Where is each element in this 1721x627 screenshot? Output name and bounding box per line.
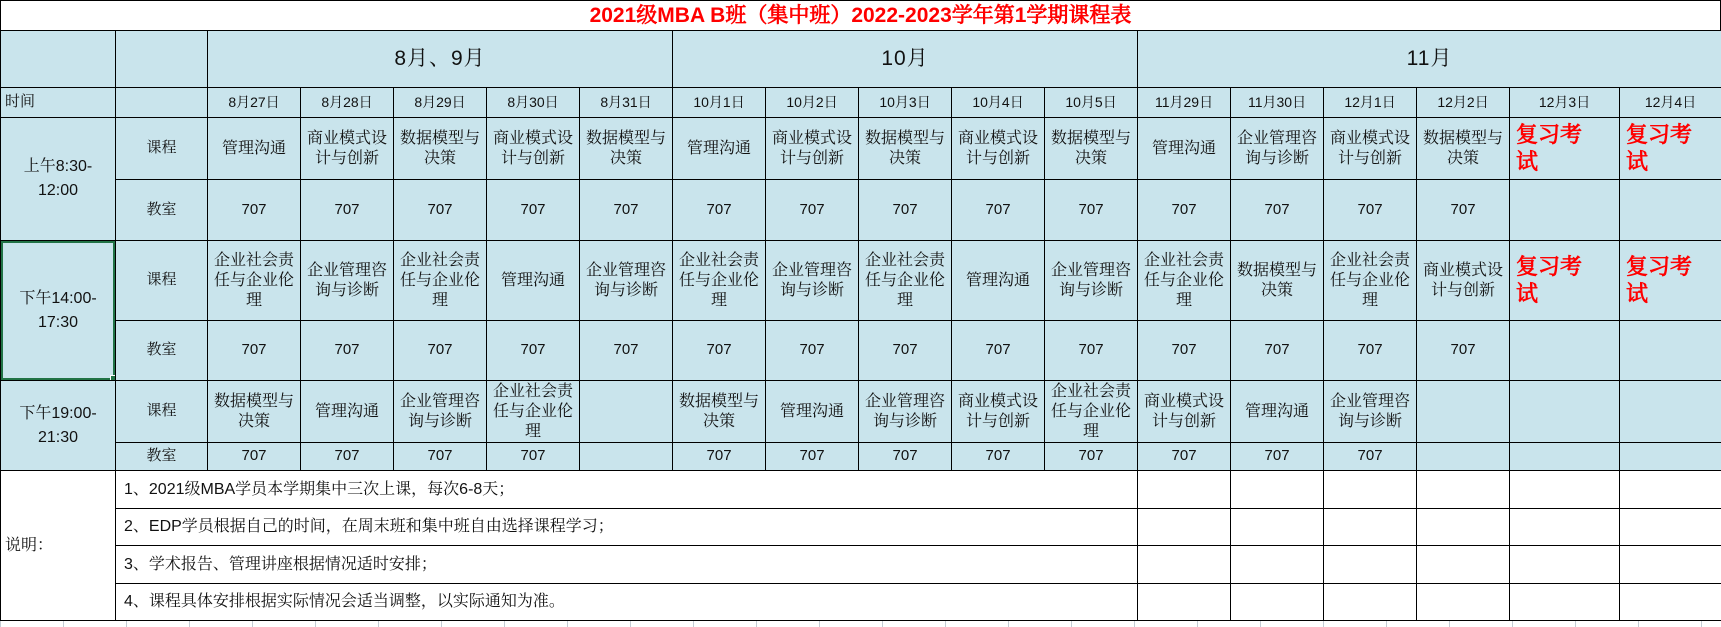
course-cell[interactable]: [1620, 381, 1721, 443]
date-cell[interactable]: 8月31日: [580, 88, 673, 118]
date-cell[interactable]: 10月3日: [859, 88, 952, 118]
notes-label[interactable]: 说明：: [1, 471, 116, 621]
room-cell[interactable]: [1510, 321, 1620, 381]
course-cell[interactable]: 数据模型与决策: [859, 118, 952, 180]
evening-course-row: [1, 381, 1721, 443]
course-cell[interactable]: 商业模式设计与创新: [301, 118, 394, 180]
room-cell[interactable]: 707: [394, 180, 487, 241]
row-label-room[interactable]: 教室: [116, 180, 208, 241]
room-cell[interactable]: [1620, 180, 1721, 241]
empty-cell[interactable]: [1324, 584, 1417, 621]
course-cell[interactable]: 数据模型与决策: [673, 381, 766, 443]
course-cell[interactable]: 数据模型与决策: [1417, 118, 1510, 180]
empty-cell[interactable]: [1620, 584, 1721, 621]
room-cell[interactable]: [1510, 180, 1620, 241]
afternoon-course-row: [1, 241, 1721, 321]
room-cell[interactable]: 707: [766, 180, 859, 241]
exam-cell[interactable]: 复习考试: [1510, 118, 1620, 180]
empty-cell[interactable]: [116, 88, 208, 118]
room-cell[interactable]: 707: [487, 443, 580, 471]
empty-cell[interactable]: [1138, 471, 1231, 509]
afternoon-room-row: [1, 321, 1721, 381]
room-cell[interactable]: 707: [487, 180, 580, 241]
course-cell[interactable]: 企业管理咨询与诊断: [394, 381, 487, 443]
note-row: [1, 471, 1721, 509]
course-cell[interactable]: 商业模式设计与创新: [952, 381, 1045, 443]
course-cell[interactable]: 管理沟通: [487, 241, 580, 321]
course-cell[interactable]: 企业社会责任与企业伦理: [1045, 381, 1138, 443]
room-cell[interactable]: 707: [580, 180, 673, 241]
course-cell[interactable]: 企业社会责任与企业伦理: [487, 381, 580, 443]
empty-cell[interactable]: [1417, 509, 1510, 546]
date-cell[interactable]: 10月4日: [952, 88, 1045, 118]
date-cell[interactable]: 11月29日: [1138, 88, 1231, 118]
room-cell[interactable]: 707: [1138, 180, 1231, 241]
room-cell[interactable]: [1510, 443, 1620, 471]
course-cell[interactable]: 企业社会责任与企业伦理: [208, 241, 301, 321]
course-cell[interactable]: 企业社会责任与企业伦理: [1138, 241, 1231, 321]
empty-cell[interactable]: [1231, 509, 1324, 546]
course-cell[interactable]: [1510, 381, 1620, 443]
room-cell[interactable]: 707: [766, 321, 859, 381]
room-cell[interactable]: 707: [1138, 321, 1231, 381]
empty-cell[interactable]: [1417, 546, 1510, 584]
exam-cell[interactable]: 复习考试: [1620, 241, 1721, 321]
time-slot-evening[interactable]: 下午19:00-21:30: [1, 381, 116, 471]
month-header-row: [1, 31, 1721, 88]
note-text[interactable]: 4、课程具体安排根据实际情况会适当调整，以实际通知为准。: [116, 584, 1138, 621]
exam-cell[interactable]: 复习考试: [1510, 241, 1620, 321]
room-cell[interactable]: 707: [580, 321, 673, 381]
empty-cell[interactable]: [1231, 584, 1324, 621]
note-row: [1, 546, 1721, 584]
note-text[interactable]: 2、EDP学员根据自己的时间，在周末班和集中班自由选择课程学习；: [116, 509, 1138, 546]
course-cell[interactable]: 企业社会责任与企业伦理: [859, 241, 952, 321]
row-label-room[interactable]: 教室: [116, 443, 208, 471]
note-text[interactable]: 3、学术报告、管理讲座根据情况适时安排；: [116, 546, 1138, 584]
room-cell[interactable]: 707: [1324, 443, 1417, 471]
room-cell[interactable]: 707: [1045, 180, 1138, 241]
course-cell[interactable]: 企业管理咨询与诊断: [301, 241, 394, 321]
course-cell[interactable]: 数据模型与决策: [580, 118, 673, 180]
empty-cell[interactable]: [1417, 471, 1510, 509]
empty-cell[interactable]: [1620, 471, 1721, 509]
empty-cell[interactable]: [1324, 471, 1417, 509]
room-cell[interactable]: 707: [673, 180, 766, 241]
course-cell[interactable]: 企业管理咨询与诊断: [859, 381, 952, 443]
course-cell[interactable]: 管理沟通: [766, 381, 859, 443]
course-cell[interactable]: 企业社会责任与企业伦理: [394, 241, 487, 321]
course-cell[interactable]: 数据模型与决策: [1045, 118, 1138, 180]
room-cell[interactable]: 707: [1417, 321, 1510, 381]
room-cell[interactable]: [1417, 443, 1510, 471]
course-cell[interactable]: 企业社会责任与企业伦理: [1324, 241, 1417, 321]
empty-cell[interactable]: [1510, 546, 1620, 584]
date-cell[interactable]: 10月5日: [1045, 88, 1138, 118]
sheet-title: 2021级MBA B班（集中班）2022-2023学年第1学期课程表: [0, 0, 1721, 30]
date-cell[interactable]: 8月30日: [487, 88, 580, 118]
room-cell[interactable]: 707: [208, 180, 301, 241]
course-cell[interactable]: 管理沟通: [1138, 118, 1231, 180]
course-cell[interactable]: 数据模型与决策: [394, 118, 487, 180]
date-cell[interactable]: 12月1日: [1324, 88, 1417, 118]
date-cell[interactable]: 12月2日: [1417, 88, 1510, 118]
empty-cell[interactable]: [1620, 546, 1721, 584]
evening-room-row: [1, 443, 1721, 471]
date-cell[interactable]: 11月30日: [1231, 88, 1324, 118]
room-cell[interactable]: 707: [301, 443, 394, 471]
date-cell[interactable]: 12月4日: [1620, 88, 1721, 118]
room-cell[interactable]: 707: [1231, 443, 1324, 471]
room-cell[interactable]: 707: [1324, 321, 1417, 381]
course-cell[interactable]: 数据模型与决策: [208, 381, 301, 443]
schedule-table: [0, 30, 1721, 621]
time-slot-afternoon-selected[interactable]: 下午14:00-17:30: [1, 241, 116, 381]
empty-cell[interactable]: [1138, 584, 1231, 621]
room-cell[interactable]: 707: [859, 321, 952, 381]
note-row: [1, 509, 1721, 546]
room-cell[interactable]: 707: [208, 321, 301, 381]
course-cell[interactable]: 管理沟通: [208, 118, 301, 180]
room-cell[interactable]: [580, 443, 673, 471]
course-cell[interactable]: 管理沟通: [952, 241, 1045, 321]
empty-cell[interactable]: [1324, 509, 1417, 546]
room-cell[interactable]: 707: [301, 321, 394, 381]
course-cell[interactable]: 商业模式设计与创新: [1324, 118, 1417, 180]
course-cell[interactable]: 管理沟通: [673, 118, 766, 180]
course-cell[interactable]: 商业模式设计与创新: [1138, 381, 1231, 443]
room-cell[interactable]: 707: [301, 180, 394, 241]
corner-cell[interactable]: [1, 31, 116, 88]
room-cell[interactable]: 707: [1231, 321, 1324, 381]
course-cell[interactable]: 企业管理咨询与诊断: [766, 241, 859, 321]
room-cell[interactable]: 707: [1045, 321, 1138, 381]
note-row: [1, 584, 1721, 621]
course-cell[interactable]: 企业管理咨询与诊断: [580, 241, 673, 321]
room-cell[interactable]: 707: [1138, 443, 1231, 471]
room-cell[interactable]: [1620, 321, 1721, 381]
room-cell[interactable]: 707: [394, 443, 487, 471]
course-cell[interactable]: 企业管理咨询与诊断: [1045, 241, 1138, 321]
room-cell[interactable]: 707: [208, 443, 301, 471]
room-cell[interactable]: 707: [859, 180, 952, 241]
course-cell[interactable]: 商业模式设计与创新: [952, 118, 1045, 180]
month-group-nov[interactable]: 11月: [1138, 31, 1721, 88]
course-cell[interactable]: [1417, 381, 1510, 443]
date-cell[interactable]: 8月27日: [208, 88, 301, 118]
room-cell[interactable]: 707: [673, 443, 766, 471]
room-cell[interactable]: [1620, 443, 1721, 471]
row-label-course[interactable]: 课程: [116, 241, 208, 321]
exam-cell[interactable]: 复习考试: [1620, 118, 1721, 180]
empty-cell[interactable]: [1138, 546, 1231, 584]
date-cell[interactable]: 8月29日: [394, 88, 487, 118]
room-cell[interactable]: 707: [487, 321, 580, 381]
room-cell[interactable]: 707: [952, 443, 1045, 471]
course-cell[interactable]: 商业模式设计与创新: [766, 118, 859, 180]
room-cell[interactable]: 707: [952, 321, 1045, 381]
empty-cell[interactable]: [1510, 509, 1620, 546]
note-text[interactable]: 1、2021级MBA学员本学期集中三次上课，每次6-8天；: [116, 471, 1138, 509]
row-label-course[interactable]: 课程: [116, 381, 208, 443]
date-cell[interactable]: 8月28日: [301, 88, 394, 118]
room-cell[interactable]: 707: [1231, 180, 1324, 241]
course-cell[interactable]: 企业管理咨询与诊断: [1231, 118, 1324, 180]
time-header-cell[interactable]: 时间: [1, 88, 116, 118]
course-cell[interactable]: 管理沟通: [301, 381, 394, 443]
course-cell[interactable]: 企业管理咨询与诊断: [1324, 381, 1417, 443]
room-cell[interactable]: 707: [952, 180, 1045, 241]
empty-cell[interactable]: [1510, 584, 1620, 621]
room-cell[interactable]: 707: [673, 321, 766, 381]
room-cell[interactable]: 707: [1417, 180, 1510, 241]
room-cell[interactable]: 707: [1324, 180, 1417, 241]
course-cell[interactable]: 商业模式设计与创新: [1417, 241, 1510, 321]
empty-cell[interactable]: [1620, 509, 1721, 546]
spreadsheet-gridlines: [0, 621, 1721, 627]
room-cell[interactable]: 707: [394, 321, 487, 381]
corner-cell[interactable]: [116, 31, 208, 88]
date-cell[interactable]: 10月1日: [673, 88, 766, 118]
month-group-aug-sep[interactable]: 8月、9月: [208, 31, 673, 88]
morning-room-row: [1, 180, 1721, 241]
room-cell[interactable]: 707: [859, 443, 952, 471]
date-cell[interactable]: 10月2日: [766, 88, 859, 118]
month-group-oct[interactable]: 10月: [673, 31, 1138, 88]
empty-cell[interactable]: [1231, 546, 1324, 584]
course-cell[interactable]: 数据模型与决策: [1231, 241, 1324, 321]
empty-cell[interactable]: [1231, 471, 1324, 509]
date-cell[interactable]: 12月3日: [1510, 88, 1620, 118]
row-label-room[interactable]: 教室: [116, 321, 208, 381]
row-label-course[interactable]: 课程: [116, 118, 208, 180]
morning-course-row: [1, 118, 1721, 180]
time-slot-morning[interactable]: 上午8:30-12:00: [1, 118, 116, 241]
empty-cell[interactable]: [1138, 509, 1231, 546]
room-cell[interactable]: 707: [1045, 443, 1138, 471]
course-cell[interactable]: 商业模式设计与创新: [487, 118, 580, 180]
date-header-row: [1, 88, 1721, 118]
empty-cell[interactable]: [1510, 471, 1620, 509]
empty-cell[interactable]: [1417, 584, 1510, 621]
course-cell[interactable]: [580, 381, 673, 443]
empty-cell[interactable]: [1324, 546, 1417, 584]
course-cell[interactable]: 企业社会责任与企业伦理: [673, 241, 766, 321]
room-cell[interactable]: 707: [766, 443, 859, 471]
course-cell[interactable]: 管理沟通: [1231, 381, 1324, 443]
